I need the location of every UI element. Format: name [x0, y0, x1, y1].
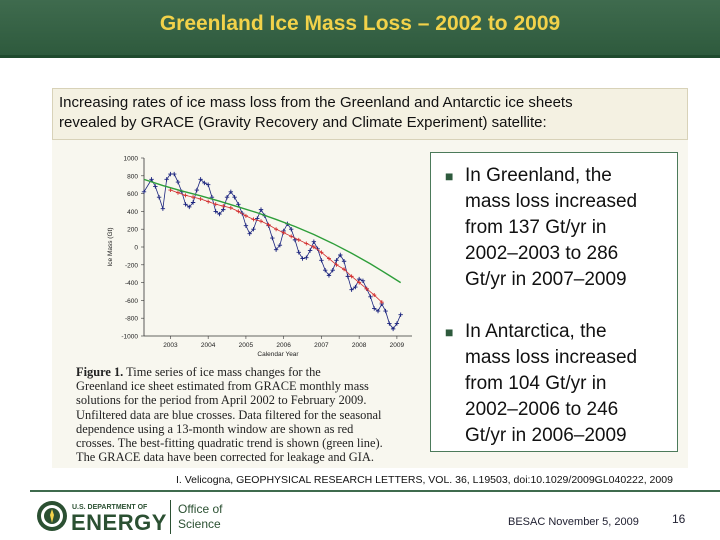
title-bar: [0, 0, 720, 58]
filtered-point: [267, 223, 271, 227]
bullet-icon: ■: [445, 324, 454, 340]
doe-energy-wordmark: ENERGY: [71, 510, 167, 535]
y-tick-label: 600: [127, 191, 138, 199]
unfiltered-point: [368, 295, 372, 299]
doe-seal-icon: [36, 500, 68, 532]
unfiltered-point: [176, 180, 180, 184]
unfiltered-point: [153, 184, 157, 188]
y-tick-label: -600: [124, 297, 138, 305]
series-unfiltered: [142, 172, 403, 331]
bullet-greenland: ■ In Greenland, the mass loss increased from 137 Gt/yr in 2002–2003 to 286 Gt/yr in 2007–2009: [445, 165, 638, 290]
intro-line: revealed by GRACE (Gravity Recovery and Climate Experiment) satellite:: [59, 114, 547, 131]
x-tick-label: 2003: [163, 342, 178, 349]
x-tick-label: 2009: [389, 342, 405, 349]
x-tick-label: 2007: [314, 342, 329, 349]
unfiltered-point: [304, 255, 308, 259]
x-tick-label: 2006: [276, 342, 291, 349]
filtered-point: [236, 209, 240, 213]
filtered-point: [206, 200, 210, 204]
unfiltered-point: [270, 236, 274, 240]
caption-line: The GRACE data have been corrected for leakage and GIA.: [76, 450, 374, 465]
y-tick-label: 200: [127, 226, 138, 234]
unfiltered-point: [383, 309, 387, 313]
unfiltered-point: [172, 172, 176, 176]
intro-text: [52, 88, 688, 140]
footer-date: BESAC November 5, 2009: [508, 516, 639, 528]
unfiltered-point: [361, 279, 365, 283]
unfiltered-point: [342, 259, 346, 263]
filtered-point: [251, 217, 255, 221]
filtered-point: [259, 219, 263, 223]
doe-department-label: U.S. DEPARTMENT OF: [72, 504, 148, 511]
intro-line: Increasing rates of ice mass loss from the Greenland and Antarctic ice sheets: [59, 94, 573, 111]
bullet-antarctica: ■ In Antarctica, the mass loss increased from 104 Gt/yr in 2002–2006 to 246 Gt/yr in 2006–2009: [445, 321, 638, 446]
y-tick-label: 1000: [123, 155, 138, 163]
bullet-icon: ■: [445, 168, 454, 184]
bullet-box: [430, 152, 678, 452]
caption-line: Unfiltered data are blue crosses. Data filtered for the seasonal: [76, 407, 382, 422]
unfiltered-point: [157, 195, 161, 199]
page-number: 16: [672, 512, 686, 526]
series-filtered: [168, 188, 383, 304]
unfiltered-point: [297, 250, 301, 254]
caption-line: crosses. The best-fitting quadratic trend is shown (green line).: [76, 436, 383, 451]
unfiltered-point: [300, 256, 304, 260]
citation: I. Velicogna, GEOPHYSICAL RESEARCH LETTERS, VOL. 36, L19503, doi:10.1029/2009GL040222, 2009: [176, 474, 673, 486]
logo-divider: [170, 500, 171, 534]
y-tick-label: 800: [127, 173, 138, 181]
slide-title: Greenland Ice Mass Loss – 2002 to 2009: [159, 12, 561, 35]
unfiltered-point: [195, 188, 199, 192]
figure-caption: [76, 365, 406, 464]
y-tick-label: -400: [124, 280, 138, 288]
unfiltered-point: [244, 223, 248, 227]
caption-label: Figure 1.: [76, 365, 124, 379]
x-axis-label: Calendar Year: [257, 351, 299, 358]
x-tick-label: 2005: [238, 342, 254, 349]
filtered-point: [244, 214, 248, 218]
y-axis-label: Ice Mass (Gt): [107, 227, 114, 267]
ice-mass-chart: [102, 150, 422, 360]
unfiltered-point: [312, 239, 316, 243]
unfiltered-line: [144, 174, 401, 329]
caption-line: dependence using a 13-month window are shown as red: [76, 421, 354, 436]
unfiltered-point: [308, 248, 312, 252]
unfiltered-point: [398, 312, 402, 316]
unfiltered-point: [346, 274, 350, 278]
filtered-point: [274, 227, 278, 231]
unfiltered-point: [161, 207, 165, 211]
office-of-science: Office of Science: [178, 502, 223, 531]
unfiltered-point: [357, 277, 361, 281]
filtered-point: [304, 241, 308, 245]
chart-axes: [107, 156, 412, 359]
filtered-point: [297, 238, 301, 242]
y-tick-label: 0: [134, 244, 138, 252]
filtered-point: [176, 191, 180, 195]
y-tick-label: -200: [124, 262, 138, 270]
x-tick-label: 2008: [351, 342, 367, 349]
caption-line: Greenland ice sheet estimated from GRACE monthly mass: [76, 379, 369, 394]
filtered-point: [199, 197, 203, 201]
caption-line-0: Figure 1. Time series of ice mass changes for the: [76, 365, 321, 379]
caption-line: solutions for the period from April 2002 to February 2009.: [76, 393, 367, 408]
unfiltered-point: [206, 183, 210, 187]
filtered-point: [184, 193, 188, 197]
x-tick-label: 2004: [200, 342, 216, 349]
unfiltered-point: [319, 258, 323, 262]
y-tick-label: 400: [127, 208, 138, 216]
y-tick-label: -800: [124, 315, 138, 323]
unfiltered-point: [259, 207, 263, 211]
footer-divider: [30, 490, 720, 492]
y-tick-label: -1000: [121, 333, 138, 341]
filtered-point: [229, 206, 233, 210]
filtered-point: [289, 234, 293, 238]
